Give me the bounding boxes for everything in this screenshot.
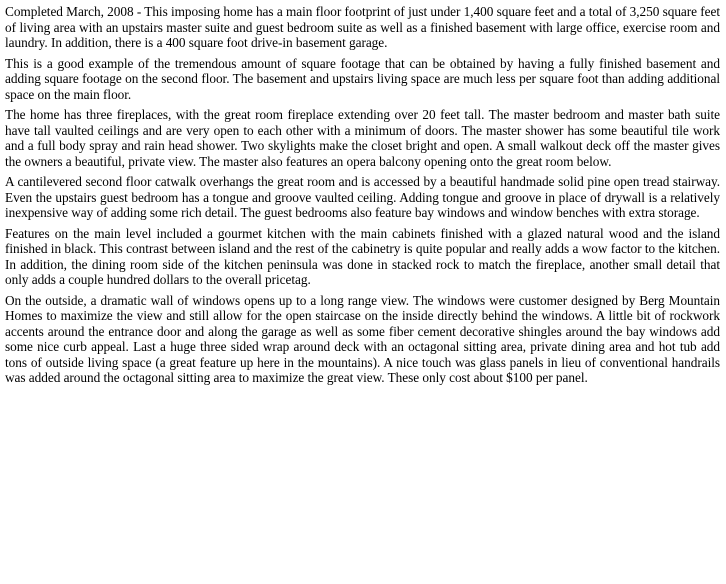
paragraph-catwalk-guest: A cantilevered second floor catwalk overhangs the great room and is accessed by a beautiful handmade solid pine open tread stairway. Even the upstairs guest bedroom has a tongue and groove vaulted ceiling. Adding tongue and groove in place of drywall is a relatively inexpensive way of adding some rich detail. The guest bedrooms also feature bay windows and window benches with extra storage. [5, 174, 720, 220]
paragraph-exterior: On the outside, a dramatic wall of windows opens up to a long range view. The windows were customer designed by Berg Mountain Homes to maximize the view and still allow for the open staircase on the inside directly behind the windows. A little bit of rockwork accents around the entrance door and along the garage as well as some fiber cement decorative shingles around the bay windows add some nice curb appeal. Last a huge three sided wrap around deck with an octagonal sitting area, private dining area and hot tub add tons of outside living space (a great feature up here in the mountains). A nice touch was glass panels in lieu of conventional handrails was added around the octagonal sitting area to maximize the great view. These only cost about $100 per panel. [5, 292, 720, 385]
paragraph-square-footage: This is a good example of the tremendous amount of square footage that can be obtained by having a fully finished basement and adding square footage on the second floor. The basement and upstairs living space are much less per square foot than adding additional space on the main floor. [5, 55, 720, 102]
paragraph-fireplaces-master: The home has three fireplaces, with the great room fireplace extending over 20 feet tall. The master bedroom and master bath suite have tall vaulted ceilings and are very open to each other with a minimum of doors. The master shower has some beautiful tile work and a full body spray and rain head shower. Two skylights make the closet bright and open. A small walkout deck off the master gives the owners a beautiful, private view. The master also features an opera balcony opening onto the great room below. [5, 107, 720, 169]
paragraph-overview: Completed March, 2008 - This imposing home has a main floor footprint of just under 1,400 square feet and a total of 3,250 square feet of living area with an upstairs master suite and guest bedroom suite as well as a finished basement with large office, exercise room and laundry. In addition, there is a 400 square foot drive-in basement garage. [5, 4, 720, 50]
paragraph-main-level-kitchen: Features on the main level included a gourmet kitchen with the main cabinets finished with a glazed natural wood and the island finished in black. This contrast between island and the rest of the cabinetry is quite popular and really adds a wow factor to the kitchen. In addition, the dining room side of the kitchen peninsula was done in stacked rock to match the fireplace, another small detail that only adds a couple hundred dollars to the overall pricetag. [5, 225, 720, 287]
